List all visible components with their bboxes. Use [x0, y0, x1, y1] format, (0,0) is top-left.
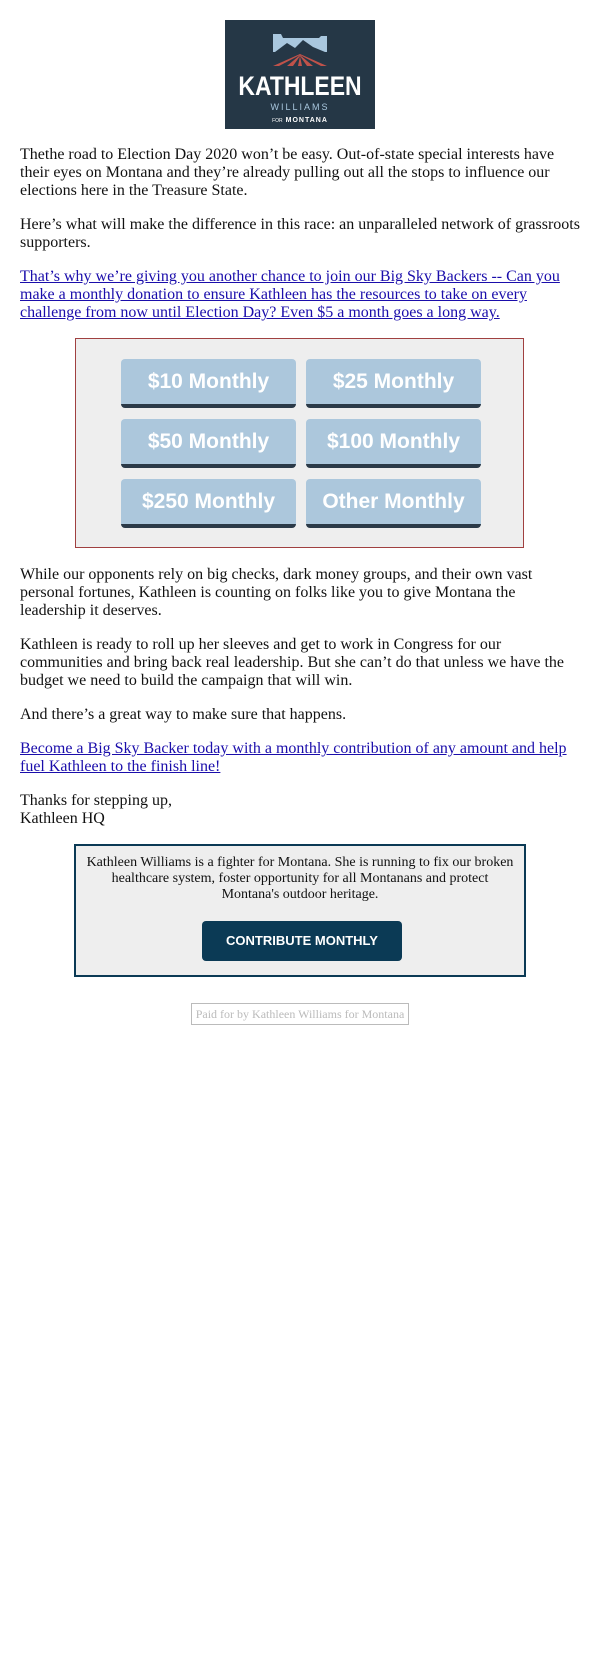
logo-state-line — [225, 115, 375, 127]
donation-options-box — [75, 338, 524, 548]
campaign-logo[interactable] — [225, 20, 375, 129]
donate-10-monthly-button[interactable]: $10 Monthly — [121, 359, 296, 408]
logo-for-label: FOR — [272, 118, 283, 124]
join-backers-link[interactable]: That’s why we’re giving you another chance to join our Big Sky Backers -- Can you make a monthly donation to ensure Kathleen has the resources to take on every challenge from now until Election Day? Even $5 a month goes a long way. — [20, 268, 560, 321]
become-backer-paragraph — [20, 740, 585, 776]
paid-for-disclaimer: Paid for by Kathleen Williams for Montana — [191, 1003, 409, 1025]
donate-other-monthly-button[interactable]: Other Monthly — [306, 479, 481, 528]
logo-state: MONTANA — [285, 117, 328, 124]
signoff-signature: Kathleen HQ — [20, 810, 105, 827]
signoff — [20, 792, 585, 828]
intro-paragraph: Thethe road to Election Day 2020 won’t be easy. Out-of-state special interests have their eyes on Montana and they’re already pulling out all the stops to influence our elections here in the Treasure State. — [20, 146, 555, 199]
contribute-monthly-button[interactable]: CONTRIBUTE MONTHLY — [202, 921, 402, 961]
logo-subtitle: WILLIAMS — [270, 102, 330, 112]
mountain-logo-icon — [271, 32, 329, 68]
join-link-paragraph — [20, 268, 585, 322]
grassroots-paragraph: Here’s what will make the difference in this race: an unparalleled network of grassroots supporters. — [20, 216, 580, 251]
logo-name: KATHLEEN — [238, 71, 362, 101]
congress-paragraph: Kathleen is ready to roll up her sleeves and get to work in Congress for our communities and bring back real leadership. But she can’t do that unless we have the budget we need to build the campaign that will win. — [20, 636, 564, 689]
great-way-paragraph: And there’s a great way to make sure that happens. — [20, 706, 347, 723]
signoff-line: Thanks for stepping up, — [20, 792, 172, 809]
donate-100-monthly-button[interactable]: $100 Monthly — [306, 419, 481, 468]
fighter-text: Kathleen Williams is a fighter for Montana. She is running to fix our broken healthcare system, foster opportunity for all Montanans and protect Montana's outdoor heritage. — [86, 855, 514, 902]
donate-25-monthly-button[interactable]: $25 Monthly — [306, 359, 481, 408]
donate-250-monthly-button[interactable]: $250 Monthly — [121, 479, 296, 528]
donate-50-monthly-button[interactable]: $50 Monthly — [121, 419, 296, 468]
become-backer-link[interactable]: Become a Big Sky Backer today with a monthly contribution of any amount and help fuel Kathleen to the finish line! — [20, 740, 567, 775]
fighter-info-box — [74, 844, 526, 977]
opponents-paragraph: While our opponents rely on big checks, dark money groups, and their own vast personal fortunes, Kathleen is counting on folks like you to give Montana the leadership it deserves. — [20, 566, 533, 619]
